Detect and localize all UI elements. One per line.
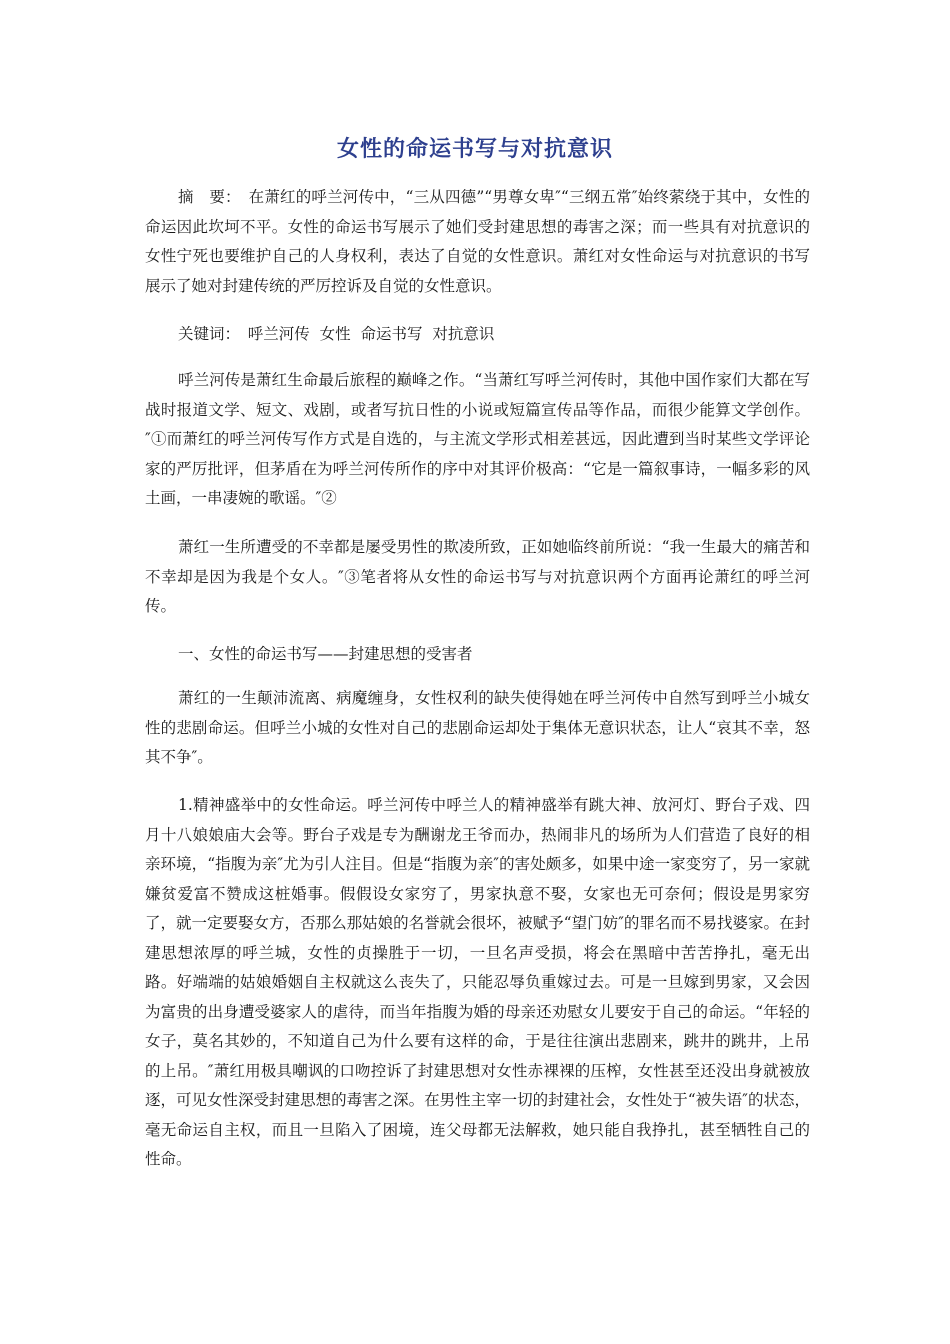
intro-paragraph-2: 萧红一生所遭受的不幸都是屡受男性的欺凌所致，正如她临终前所说：“我一生最大的痛苦和不幸却是因为我是个女人。″③笔者将从女性的命运书写与对抗意识两个方面再论萧红的呼兰河传。: [145, 538, 810, 615]
keywords-text: 呼兰河传 女性 命运书写 对抗意识: [247, 325, 495, 343]
keywords-paragraph: [145, 320, 810, 350]
abstract-text: 在萧红的呼兰河传中，“三从四德”“男尊女卑″“三纲五常″始终萦绕于其中，女性的命运因此坎坷不平。女性的命运书写展示了她们受封建思想的毒害之深；而一些具有对抗意识的女性宁死也要维护自己的人身权利，表达了自觉的女性意识。萧红对女性命运与对抗意识的书写展示了她对封建传统的严厉控诉及自觉的女性意识。: [145, 188, 810, 295]
abstract-paragraph: [145, 183, 810, 301]
abstract-label: 摘 要：: [178, 188, 233, 206]
section1-paragraph-2: 1.精神盛举中的女性命运。呼兰河传中呼兰人的精神盛举有跳大神、放河灯、野台子戏、四月十八娘娘庙大会等。野台子戏是专为酬谢龙王爷而办，热闹非凡的场所为人们营造了良好的相亲环境，“指腹为亲″尤为引人注目。但是“指腹为亲″的害处颇多，如果中途一家变穷了，另一家就嫌贫爱富不赞成这桩婚事。假假设女家穷了，男家执意不娶，女家也无可奈何；假设是男家穷了，就一定要娶女方，否那么那姑娘的名誉就会很坏，被赋予“望门妨″的罪名而不易找婆家。在封建思想浓厚的呼兰城，女性的贞操胜于一切，一旦名声受损，将会在黑暗中苦苦挣扎，毫无出路。好端端的姑娘婚姻自主权就这么丧失了，只能忍辱负重嫁过去。可是一旦嫁到男家，又会因为富贵的出身遭受婆家人的虐待，而当年指腹为婚的母亲还劝慰女儿要安于自己的命运。“年轻的女子，莫名其妙的，不知道自己为什么要有这样的命，于是往往演出悲剧来，跳井的跳井，上吊的上吊。″萧红用极具嘲讽的口吻控诉了封建思想对女性赤裸裸的压榨，女性甚至还没出身就被放逐，可见女性深受封建思想的毒害之深。在男性主宰一切的封建社会，女性处于“被失语″的状态，毫无命运自主权，而且一旦陷入了困境，连父母都无法解救，她只能自我挣扎，甚至牺牲自己的性命。: [145, 796, 810, 1168]
section1-paragraph-1: 萧红的一生颠沛流离、病魔缠身，女性权利的缺失使得她在呼兰河传中自然写到呼兰小城女性的悲剧命运。但呼兰小城的女性对自己的悲剧命运却处于集体无意识状态，让人“哀其不幸，怒其不争″。: [145, 689, 810, 766]
keywords-label: 关键词：: [178, 325, 233, 343]
intro-paragraph-1: 呼兰河传是萧红生命最后旅程的巅峰之作。“当萧红写呼兰河传时，其他中国作家们大都在写战时报道文学、短文、戏剧，或者写抗日性的小说或短篇宣传品等作品，而很少能算文学创作。″①而萧红的呼兰河传写作方式是自选的，与主流文学形式相差甚远，因此遭到当时某些文学评论家的严厉批评，但茅盾在为呼兰河传所作的序中对其评价极高：“它是一篇叙事诗，一幅多彩的风土画，一串凄婉的歌谣。″②: [145, 371, 810, 507]
section-heading-1: 一、女性的命运书写——封建思想的受害者: [178, 645, 473, 663]
document-title: 女性的命运书写与对抗意识: [336, 137, 613, 162]
